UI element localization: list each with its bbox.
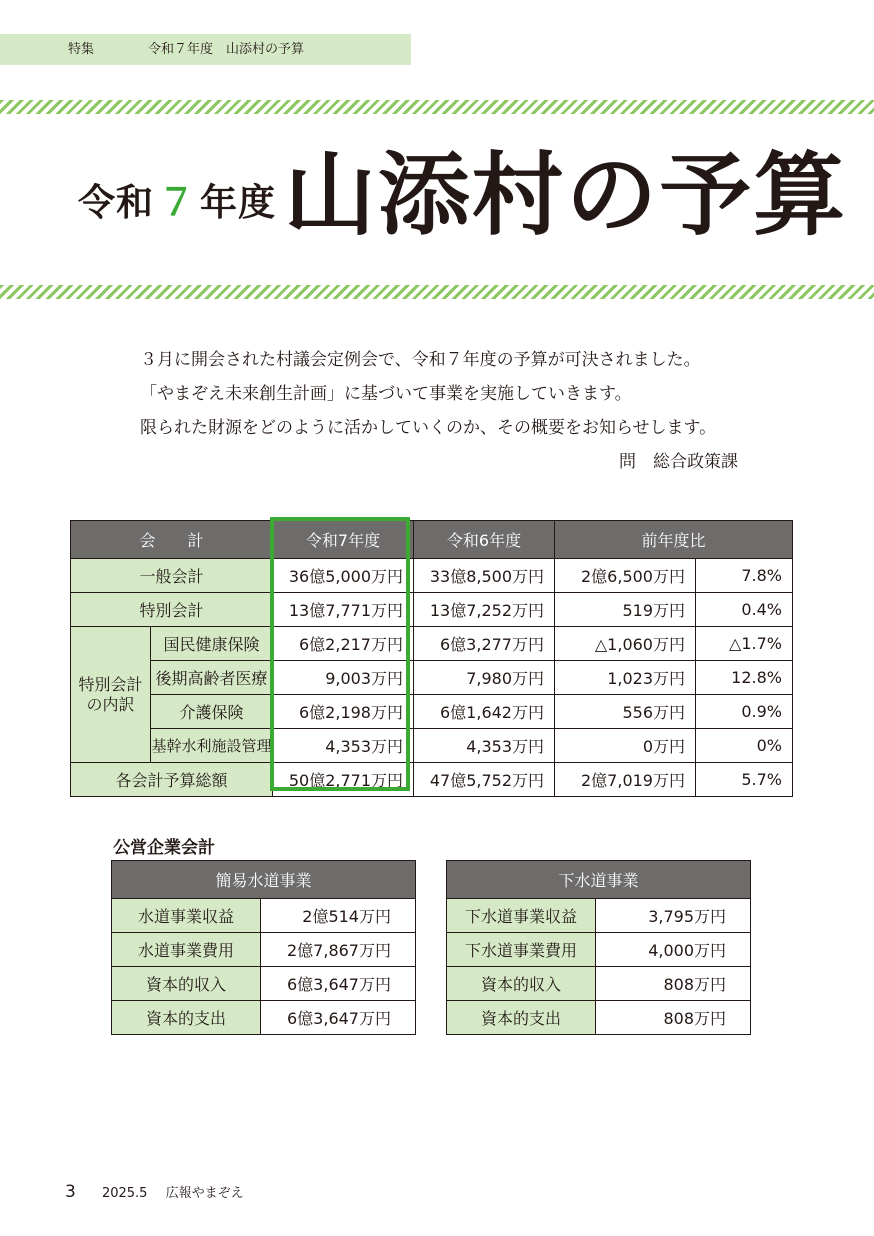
cell-r7: 4,353万円 (273, 729, 414, 763)
row-label: 特別会計 (71, 593, 273, 627)
bottom-stripe-divider (0, 285, 874, 299)
table-row (71, 661, 793, 695)
cell-diff: △1,060万円 (555, 627, 696, 661)
header-diff: 前年度比 (555, 521, 793, 559)
cell-value: 808万円 (596, 1001, 751, 1035)
row-label: 資本的収入 (112, 967, 261, 1001)
cell-diff: 2億6,500万円 (555, 559, 696, 593)
section-label: 特集 (68, 42, 95, 57)
cell-r6: 33億8,500万円 (414, 559, 555, 593)
budget-table (70, 520, 793, 797)
cell-r6: 7,980万円 (414, 661, 555, 695)
table-row (71, 593, 793, 627)
cell-value: 6億3,647万円 (261, 1001, 416, 1035)
cell-pct: 0.4% (696, 593, 793, 627)
cell-value: 808万円 (596, 967, 751, 1001)
cell-r7: 6億2,198万円 (273, 695, 414, 729)
row-label: 水道事業費用 (112, 933, 261, 967)
row-label: 資本的収入 (447, 967, 596, 1001)
section-header-band (0, 34, 411, 65)
title-era: 令和 (78, 181, 154, 224)
cell-r6: 13億7,252万円 (414, 593, 555, 627)
cell-r7: 9,003万円 (273, 661, 414, 695)
cell-pct: 0% (696, 729, 793, 763)
cell-pct: 5.7% (696, 763, 793, 797)
row-label: 資本的支出 (447, 1001, 596, 1035)
table-row (447, 899, 751, 933)
cell-value: 2億7,867万円 (261, 933, 416, 967)
cell-pct: △1.7% (696, 627, 793, 661)
cell-pct: 7.8% (696, 559, 793, 593)
contact-department: 問 総合政策課 (619, 452, 738, 472)
table-row (447, 933, 751, 967)
table-row (71, 763, 793, 797)
cell-diff: 0万円 (555, 729, 696, 763)
page-title: 山添村の予算 (284, 143, 848, 248)
cell-value: 6億3,647万円 (261, 967, 416, 1001)
header-r6: 令和6年度 (414, 521, 555, 559)
cell-value: 3,795万円 (596, 899, 751, 933)
water-supply-table (111, 860, 416, 1035)
cell-pct: 12.8% (696, 661, 793, 695)
row-label: 各会計予算総額 (71, 763, 273, 797)
title-year (78, 172, 276, 226)
issue-date: 2025.5 (101, 1186, 148, 1201)
table-header-row (71, 521, 793, 559)
title-year-number: ７ (158, 181, 196, 224)
row-label: 水道事業収益 (112, 899, 261, 933)
table-row (447, 1001, 751, 1035)
cell-diff: 1,023万円 (555, 661, 696, 695)
row-label: 下水道事業費用 (447, 933, 596, 967)
table-row (112, 933, 416, 967)
public-enterprise-title: 公営企業会計 (113, 838, 215, 858)
table-row (71, 559, 793, 593)
page-footer (65, 1182, 244, 1202)
cell-r7: 6億2,217万円 (273, 627, 414, 661)
intro-line: ３月に開会された村議会定例会で、令和７年度の予算が可決されました。 (140, 350, 701, 370)
row-label: 一般会計 (71, 559, 273, 593)
row-label: 国民健康保険 (151, 627, 273, 661)
table-row (112, 1001, 416, 1035)
cell-r7: 50億2,771万円 (273, 763, 414, 797)
header-r7: 令和7年度 (273, 521, 414, 559)
row-label: 後期高齢者医療 (151, 661, 273, 695)
water-header: 簡易水道事業 (112, 861, 416, 899)
table-row (447, 967, 751, 1001)
sewerage-table (446, 860, 751, 1035)
cell-r6: 47億5,752万円 (414, 763, 555, 797)
row-label: 下水道事業収益 (447, 899, 596, 933)
cell-r7: 36億5,000万円 (273, 559, 414, 593)
row-label: 介護保険 (151, 695, 273, 729)
cell-r6: 6億3,277万円 (414, 627, 555, 661)
breakdown-label: 特別会計 の内訳 (71, 627, 151, 763)
cell-value: 4,000万円 (596, 933, 751, 967)
intro-text (140, 343, 716, 445)
table-row (112, 899, 416, 933)
section-title: 令和７年度 山添村の予算 (148, 42, 305, 57)
cell-pct: 0.9% (696, 695, 793, 729)
table-row (112, 967, 416, 1001)
title-year-suffix: 年度 (200, 181, 276, 224)
top-stripe-divider (0, 100, 874, 114)
table-row (71, 729, 793, 763)
cell-diff: 2億7,019万円 (555, 763, 696, 797)
intro-line: 限られた財源をどのように活かしていくのか、その概要をお知らせします。 (140, 418, 717, 438)
sewer-header: 下水道事業 (447, 861, 751, 899)
cell-value: 2億514万円 (261, 899, 416, 933)
row-label: 資本的支出 (112, 1001, 261, 1035)
intro-line: 「やまぞえ未来創生計画」に基づいて事業を実施していきます。 (140, 384, 632, 404)
publication-name: 広報やまぞえ (165, 1186, 244, 1201)
row-label: 基幹水利施設管理 (151, 729, 273, 763)
page-number: 3 (65, 1182, 76, 1202)
table-row (71, 695, 793, 729)
cell-r6: 6億1,642万円 (414, 695, 555, 729)
table-row (71, 627, 793, 661)
cell-r6: 4,353万円 (414, 729, 555, 763)
cell-diff: 556万円 (555, 695, 696, 729)
cell-diff: 519万円 (555, 593, 696, 627)
cell-r7: 13億7,771万円 (273, 593, 414, 627)
header-account: 会 計 (71, 521, 273, 559)
